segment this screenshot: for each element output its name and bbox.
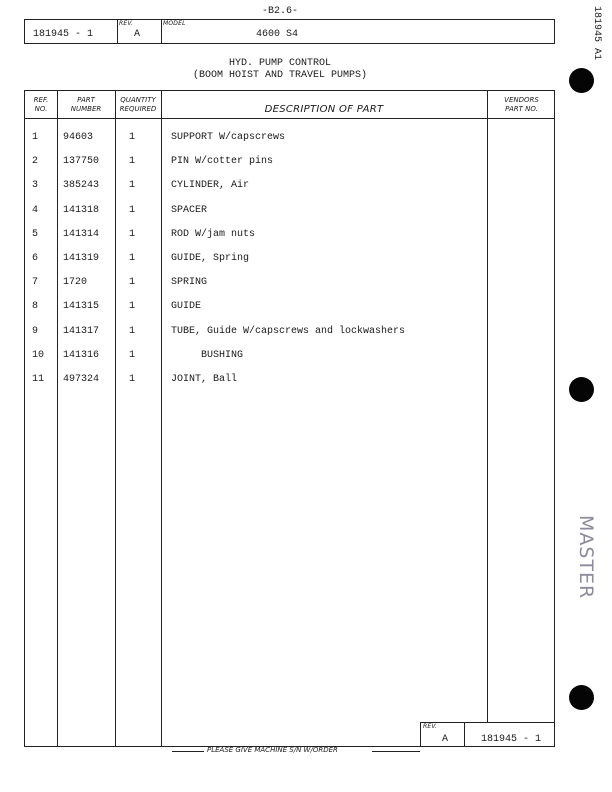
part-number-cell: 385243 [63, 180, 100, 192]
table-row [25, 205, 554, 217]
drawing-number: 181945 - 1 [33, 29, 94, 40]
ref-cell: 1 [32, 132, 39, 143]
part-number-cell: 94603 [63, 132, 94, 143]
master-stamp: MASTER [575, 515, 597, 600]
quantity-cell: 1 [129, 374, 136, 385]
description-cell: JOINT, Ball [171, 374, 238, 385]
footer-rev-value: A [442, 734, 449, 745]
qty-header-line1: QUANTITY [120, 96, 156, 104]
footer-rev-label: REV. [423, 723, 438, 730]
ref-cell: 3 [32, 180, 39, 192]
quantity-cell: 1 [129, 301, 136, 313]
table-row [25, 229, 554, 241]
quantity-cell: 1 [129, 349, 136, 361]
description-cell: CYLINDER, Air [171, 180, 250, 192]
description-cell: PIN W/cotter pins [171, 156, 274, 168]
parts-table [24, 90, 555, 747]
part-number-cell: 141315 [63, 301, 100, 313]
quantity-cell: 1 [129, 204, 136, 216]
table-row [25, 301, 554, 313]
page-number: -B2.6- [261, 6, 298, 17]
table-row [25, 350, 554, 362]
header-box [24, 19, 555, 44]
quantity-cell: 1 [129, 180, 136, 192]
punch-hole [569, 68, 594, 93]
part-number-cell: 141318 [63, 204, 100, 216]
part-number-cell: 497324 [63, 374, 100, 385]
description-cell: SUPPORT W/capscrews [171, 132, 286, 143]
part-number-cell: 141314 [63, 228, 100, 240]
table-row [25, 253, 554, 265]
ref-cell: 7 [32, 277, 39, 289]
description-cell: GUIDE, Spring [171, 253, 250, 264]
quantity-cell: 1 [129, 277, 136, 289]
description-cell: ROD W/jam nuts [171, 228, 256, 240]
part-number-cell: 141316 [63, 349, 100, 361]
model-value: 4600 S4 [256, 29, 299, 40]
description-column-header: DESCRIPTION OF PART [264, 104, 384, 115]
vendors-header-line2: PART NO. [505, 105, 538, 113]
footer-note: PLEASE GIVE MACHINE S/N W/ORDER [207, 746, 338, 754]
header-divider [117, 20, 118, 43]
punch-hole [569, 685, 594, 710]
quantity-cell: 1 [129, 132, 136, 143]
part-number-cell: 1720 [63, 277, 88, 289]
qty-header-line2: REQUIRED [119, 105, 157, 113]
ref-cell: 5 [32, 228, 39, 240]
quantity-cell: 1 [129, 325, 136, 337]
description-cell: GUIDE [171, 301, 202, 313]
quantity-cell: 1 [129, 156, 136, 168]
table-row [25, 180, 554, 192]
part-number-cell: 141319 [63, 253, 100, 264]
description-cell: BUSHING [171, 349, 244, 361]
part-header-line2: NUMBER [70, 105, 102, 113]
part-number-cell: 137750 [63, 156, 100, 168]
page-subtitle: (BOOM HOIST AND TRAVEL PUMPS) [192, 70, 368, 81]
description-cell: SPRING [171, 277, 208, 289]
vendors-column-header [487, 96, 556, 114]
page-title: HYD. PUMP CONTROL [228, 58, 332, 69]
ref-header-line1: REF. [33, 96, 49, 104]
footer-rule-right [372, 751, 420, 752]
table-row [25, 277, 554, 289]
model-label: MODEL [163, 20, 186, 27]
table-row [25, 156, 554, 168]
ref-cell: 10 [32, 349, 45, 361]
footer-drawing-number: 181945 - 1 [481, 734, 542, 745]
part-header-line1: PART [77, 96, 95, 104]
quantity-cell: 1 [129, 253, 136, 264]
vendors-header-line1: VENDORS [504, 96, 539, 104]
ref-cell: 6 [32, 253, 39, 264]
ref-cell: 9 [32, 325, 39, 337]
rev-value: A [134, 29, 141, 40]
ref-column-header [25, 96, 57, 114]
ref-cell: 2 [32, 156, 39, 168]
qty-column-header [115, 96, 161, 114]
quantity-cell: 1 [129, 228, 136, 240]
description-cell: SPACER [171, 204, 208, 216]
header-separator [25, 118, 554, 119]
punch-hole [569, 377, 594, 402]
table-row [25, 326, 554, 338]
table-row [25, 132, 554, 144]
ref-cell: 4 [32, 204, 39, 216]
part-number-cell: 141317 [63, 325, 100, 337]
description-cell: TUBE, Guide W/capscrews and lockwashers [171, 325, 406, 337]
footer-rev-block [420, 722, 555, 747]
ref-cell: 11 [32, 374, 45, 385]
footer-divider [464, 723, 465, 746]
part-column-header [57, 96, 115, 114]
ref-cell: 8 [32, 301, 39, 313]
ref-header-line2: NO. [34, 105, 48, 113]
table-row [25, 374, 554, 386]
footer-rule-left [172, 751, 204, 752]
header-divider [161, 20, 162, 43]
rev-label: REV. [119, 20, 134, 27]
side-document-id: 181945 A1 [591, 6, 602, 61]
